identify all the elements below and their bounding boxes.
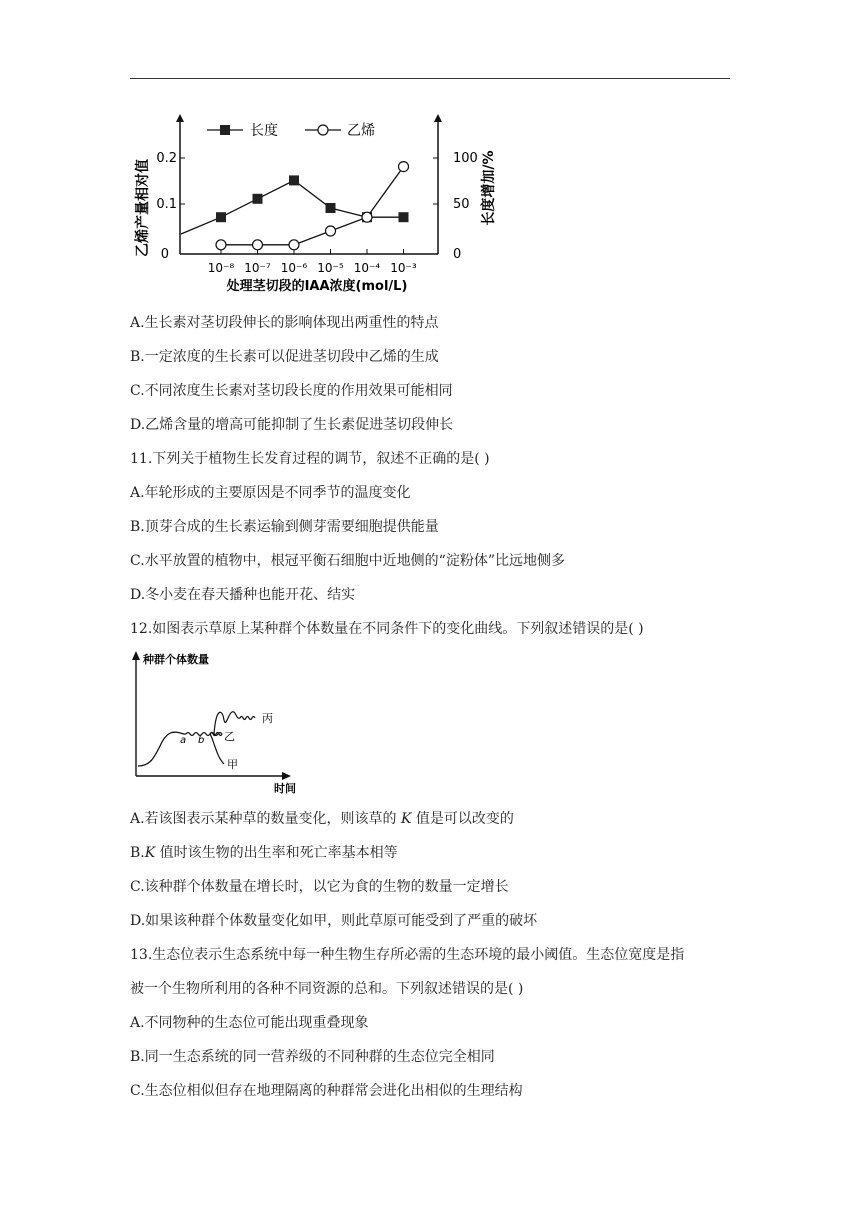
left-tick-0: 0 [160,247,169,262]
q11-option-c: C.水平放置的植物中，根冠平衡石细胞中近地侧的“淀粉体”比远地侧多 [130,553,565,569]
curve-jia [210,734,224,764]
q11-option-b: B.顶芽合成的生长素运输到侧芽需要细胞提供能量 [130,519,439,535]
q11-option-d: D.冬小麦在春天播种也能开花、结实 [130,587,356,603]
left-y-arrow [176,114,184,122]
q12-option-d: D.如果该种群个体数量变化如甲，则此草原可能受到了严重的破坏 [130,913,538,929]
q12-option-b: B.K 值时该生物的出生率和死亡率基本相等 [130,845,398,861]
ethylene-point [326,226,336,236]
q12-stem: 12.如图表示草原上某种群个体数量在不同条件下的变化曲线。下列叙述错误的是( ) [130,621,644,637]
ethylene-point [289,240,299,250]
right-y-label: 长度增加/% [481,150,497,226]
right-y-arrow [434,114,442,122]
point-b-label: b [198,735,205,746]
right-tick-0: 0 [453,247,462,262]
series-line-ethylene [221,167,404,245]
ethylene-point [216,240,226,250]
ethylene-point [399,162,409,172]
x-tick-label: 10⁻³ [390,261,417,275]
s-curve [138,732,186,766]
length-point [216,212,226,222]
point-a-label: a [180,735,187,746]
ethylene-point [253,240,263,250]
q12-option-c: C.该种群个体数量在增长时，以它为食的生物的数量一定增长 [130,879,509,895]
left-tick-1: 0.1 [156,197,177,212]
population-curve-chart [128,648,298,798]
right-tick-2: 100 [453,151,478,166]
q10-option-d: D.乙烯含量的增高可能抑制了生长素促进茎切段伸长 [130,417,454,433]
length-point [289,175,299,185]
q13-option-c: C.生态位相似但存在地理隔离的种群常会进化出相似的生理结构 [130,1083,523,1099]
x-arrow [282,772,291,780]
length-point [253,194,263,204]
q13-stem: 13.生态位表示生态系统中每一种生物生存所必需的生态环境的最小阈值。生态位宽度是指 [130,947,685,963]
left-y-label: 乙烯产量相对值 [135,159,151,257]
right-tick-1: 50 [453,197,470,212]
header-rule [130,78,730,79]
label-yi: 乙 [224,730,235,743]
y-arrow [132,651,140,660]
q10-option-c: C.不同浓度生长素对茎切段长度的作用效果可能相同 [130,383,453,399]
x-axis-label: 处理茎切段的IAA浓度(mol/L) [226,279,408,294]
legend-ethylene-marker [318,125,328,135]
x-axis-label: 时间 [274,782,296,795]
q13-option-b: B.同一生态系统的同一营养级的不同种群的生态位完全相同 [130,1049,495,1065]
q10-option-b: B.一定浓度的生长素可以促进茎切段中乙烯的生成 [130,349,439,365]
left-tick-2: 0.2 [156,151,177,166]
ethylene-point [362,212,372,222]
q10-option-a: A.生长素对茎切段伸长的影响体现出两重性的特点 [130,315,439,331]
x-tick-label: 10⁻⁶ [280,261,308,275]
iaa-ethylene-chart [125,108,535,298]
q13-option-a: A.不同物种的生态位可能出现重叠现象 [130,1015,369,1031]
q12-option-a: A.若该图表示某种草的数量变化，则该草的 K 值是可以改变的 [130,811,514,827]
label-bing: 丙 [262,712,273,725]
legend-length-label: 长度 [250,123,278,139]
x-tick-label: 10⁻⁵ [317,261,344,275]
x-tick-label: 10⁻⁷ [244,261,271,275]
q11-stem: 11.下列关于植物生长发育过程的调节，叙述不正确的是( ) [130,451,490,467]
y-axis-label: 种群个体数量 [143,653,209,666]
legend-length-marker [220,125,230,135]
x-tick-label: 10⁻⁸ [207,261,235,275]
legend-ethylene-label: 乙烯 [347,123,375,139]
q11-option-a: A.年轮形成的主要原因是不同季节的温度变化 [130,485,411,501]
label-jia: 甲 [227,758,238,771]
x-tick-label: 10⁻⁴ [353,261,381,275]
length-point [326,203,336,213]
series-line-length [181,180,404,234]
q13-stem-cont: 被一个生物所利用的各种不同资源的总和。下列叙述错误的是( ) [130,981,524,997]
length-point [399,212,409,222]
